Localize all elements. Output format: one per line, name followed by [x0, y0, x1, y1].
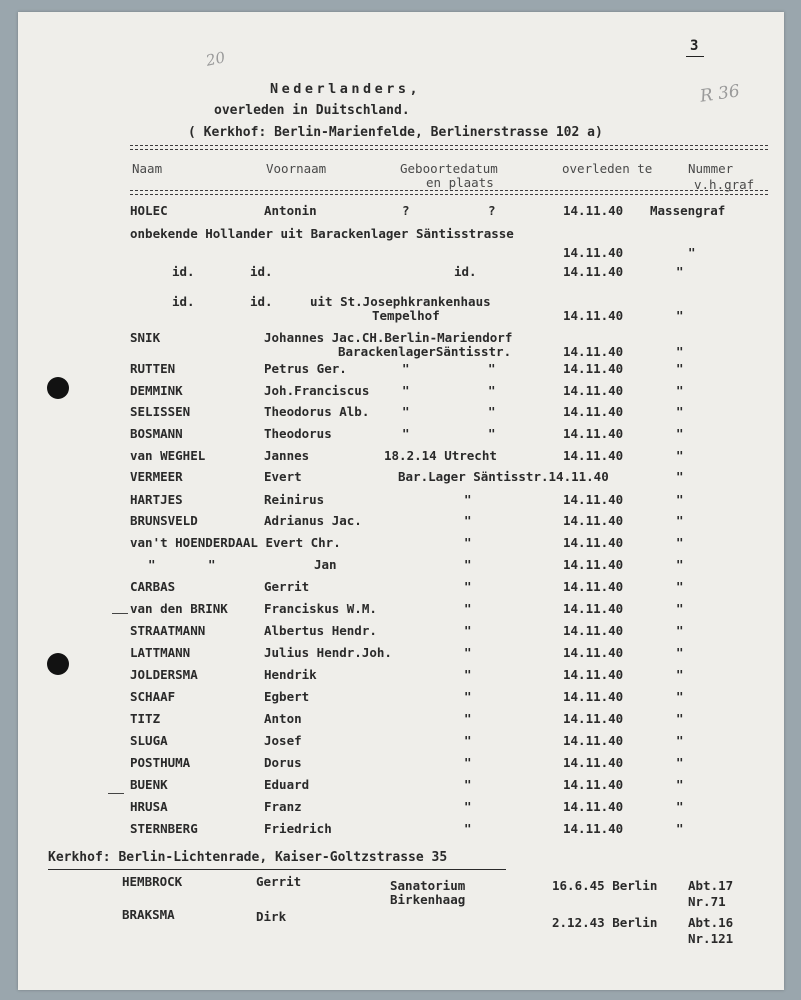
cell-ditto: " [208, 557, 216, 572]
cell-plaats: " [464, 711, 472, 726]
cell-graf: " [676, 344, 684, 359]
cell-graf: " [676, 799, 684, 814]
cell-naam: DEMMINK [130, 383, 183, 398]
cell-naam: van WEGHEL [130, 448, 206, 463]
cell-voornaam: Anton [264, 711, 302, 726]
cell-naam: id. [172, 264, 195, 279]
cell-graf: " [676, 821, 684, 836]
margin-tick [108, 793, 124, 794]
cell-naam: TITZ [130, 711, 161, 726]
cell-datum: 14.11.40 [563, 448, 624, 463]
cell-datum: 14.11.40 [563, 799, 624, 814]
cell-plaats: " [464, 492, 472, 507]
cell-voornaam: Albertus Hendr. [264, 623, 377, 638]
cell-graf: " [676, 535, 684, 550]
cell-naam: SNIK [130, 330, 161, 345]
cell-graf: " [676, 383, 684, 398]
cell-naam: van den BRINK [130, 601, 228, 616]
cell-voornaam: Egbert [264, 689, 310, 704]
cell-plaats: " [464, 777, 472, 792]
pencil-mark-top-left: 20 [204, 48, 227, 70]
cell-plaats: " [464, 557, 472, 572]
cell-naam: HEMBROCK [122, 874, 183, 889]
cell-datum: 14.11.40 [563, 203, 624, 218]
cell-naam: STRAATMANN [130, 623, 206, 638]
cell-naam: JOLDERSMA [130, 667, 198, 682]
cell-naam: VERMEER [130, 469, 183, 484]
cell-naam: STERNBERG [130, 821, 198, 836]
cell-voornaam: Julius Hendr.Joh. [264, 645, 392, 660]
cell-naam: POSTHUMA [130, 755, 191, 770]
double-rule [130, 194, 768, 195]
cell-graf: " [676, 361, 684, 376]
cell-voornaam: Joh.Franciscus [264, 383, 370, 398]
cell-plaats: " [464, 733, 472, 748]
cell-datum: 14.11.40 [563, 245, 624, 260]
cell-geboorte: ? [402, 203, 410, 218]
cell-naam: SLUGA [130, 733, 168, 748]
cell-plaats: BarackenlagerSäntisstr. [338, 344, 512, 359]
document-page [18, 12, 784, 990]
cell-datum: 14.11.40 [563, 667, 624, 682]
cell-plaats: " [464, 799, 472, 814]
cell-datum: 14.11.40 [563, 492, 624, 507]
cell-voornaam: id. [250, 264, 273, 279]
cell-graf: Abt.17 [688, 878, 734, 893]
cell-naam: BRUNSVELD [130, 513, 198, 528]
cell-datum: 14.11.40 [563, 711, 624, 726]
cell-plaats: Sanatorium [390, 878, 466, 893]
cell-graf: " [676, 645, 684, 660]
cell-naam: van't HOENDERDAAL Evert Chr. [130, 535, 341, 550]
cell-graf: " [676, 557, 684, 572]
cell-plaats: " [464, 821, 472, 836]
cell-graf: " [676, 513, 684, 528]
cell-voornaam: Josef [264, 733, 302, 748]
cell-plaats: id. [454, 264, 477, 279]
cell-graf: " [676, 308, 684, 323]
cell-datum: 14.11.40 [563, 557, 624, 572]
cell-datum: 14.11.40 [563, 513, 624, 528]
cell-datum: 14.11.40 [563, 733, 624, 748]
cell-naam: BUENK [130, 777, 168, 792]
cell-plaats: " [464, 513, 472, 528]
cemetery-heading-2: Kerkhof: Berlin-Lichtenrade, Kaiser-Goltzstrasse 35 [48, 850, 448, 865]
cell-plaats: " [464, 623, 472, 638]
cell-naam: HRUSA [130, 799, 168, 814]
cell-voornaam: Gerrit [264, 579, 310, 594]
cell-voornaam: Johannes Jac.CH.Berlin-Mariendorf [264, 330, 513, 345]
cell-plaats: Tempelhof [372, 308, 440, 323]
cell-datum: 2.12.43 Berlin [552, 915, 658, 930]
cell-graf: " [676, 579, 684, 594]
cell-datum: 14.11.40 [563, 623, 624, 638]
cell-naam: HARTJES [130, 492, 183, 507]
cell-graf: " [676, 777, 684, 792]
header-naam: Naam [132, 161, 163, 176]
cell-plaats: " [464, 689, 472, 704]
header-en-plaats: en plaats [426, 175, 494, 190]
cell-naam: id. [172, 294, 195, 309]
cell-plaats: " [464, 645, 472, 660]
cell-datum: 14.11.40 [563, 755, 624, 770]
cell-plaats: " [488, 361, 496, 376]
cell-plaats: " [464, 579, 472, 594]
cell-voornaam: Eduard [264, 777, 310, 792]
cell-geboorte: 18.2.14 Utrecht [384, 448, 497, 463]
cell-voornaam: Petrus Ger. [264, 361, 347, 376]
page-number: 3 [690, 38, 699, 54]
cell-graf: " [676, 404, 684, 419]
cell-naam: HOLEC [130, 203, 168, 218]
cell-graf: " [688, 245, 696, 260]
document-subtitle: overleden in Duitschland. [214, 103, 410, 118]
cell-plaats: " [488, 383, 496, 398]
header-nummer: Nummer [688, 161, 734, 176]
cell-plaats: " [488, 426, 496, 441]
pencil-mark-archive-ref: R 36 [698, 81, 742, 107]
cell-voornaam: Hendrik [264, 667, 317, 682]
cell-plaats: " [488, 404, 496, 419]
cell-graf: " [676, 448, 684, 463]
cell-voornaam: Antonin [264, 203, 317, 218]
header-graf: v.h.graf [694, 177, 755, 192]
header-voornaam: Voornaam [266, 161, 327, 176]
double-rule [130, 145, 768, 146]
cemetery-heading: ( Kerkhof: Berlin-Marienfelde, Berlinerstrasse 102 a) [188, 125, 603, 140]
cell-voornaam: Theodorus Alb. [264, 404, 370, 419]
cell-plaats: ? [488, 203, 496, 218]
cell-voornaam: Franciskus W.M. [264, 601, 377, 616]
cell-geboorte: " [402, 426, 410, 441]
cell-plaats: " [464, 535, 472, 550]
cell-datum: 16.6.45 Berlin [552, 878, 658, 893]
cell-voornaam: Theodorus [264, 426, 332, 441]
cell-plaats: uit St.Josephkrankenhaus [310, 294, 491, 309]
cell-voornaam: Reinirus [264, 492, 325, 507]
cell-graf: " [676, 689, 684, 704]
cell-voornaam: Friedrich [264, 821, 332, 836]
cell-voornaam: Adrianus Jac. [264, 513, 362, 528]
cell-graf: Nr.71 [688, 894, 726, 909]
cell-graf: " [676, 264, 684, 279]
cell-voornaam: Jan [314, 557, 337, 572]
punch-hole [47, 377, 69, 399]
cell-datum: 14.11.40 [563, 361, 624, 376]
cell-plaats: " [464, 667, 472, 682]
cell-voornaam: Gerrit [256, 874, 302, 889]
cell-graf: Abt.16 [688, 915, 734, 930]
cell-naam: LATTMANN [130, 645, 191, 660]
cell-datum: 14.11.40 [563, 426, 624, 441]
cell-datum: 14.11.40 [563, 601, 624, 616]
cell-plaats: " [464, 601, 472, 616]
cell-graf: Massengraf [650, 203, 726, 218]
cell-graf: " [676, 469, 684, 484]
cell-voornaam: Dirk [256, 909, 287, 924]
header-overleden-te: overleden te [562, 161, 653, 176]
cell-naam: BOSMANN [130, 426, 183, 441]
cell-naam: SCHAAF [130, 689, 176, 704]
cell-geboorte: Bar.Lager Säntisstr.14.11.40 [398, 469, 609, 484]
cell-voornaam: Dorus [264, 755, 302, 770]
cell-datum: 14.11.40 [563, 821, 624, 836]
cell-graf: " [676, 426, 684, 441]
cell-voornaam: Franz [264, 799, 302, 814]
cell-graf: " [676, 755, 684, 770]
cell-graf: " [676, 733, 684, 748]
cell-datum: 14.11.40 [563, 689, 624, 704]
document-title: Nederlanders, [270, 81, 422, 97]
margin-tick [112, 613, 128, 614]
cell-graf: " [676, 711, 684, 726]
cell-naam: " [148, 557, 156, 572]
cell-geboorte: " [402, 404, 410, 419]
cell-datum: 14.11.40 [563, 264, 624, 279]
cell-voornaam: Jannes [264, 448, 310, 463]
cell-graf: Nr.121 [688, 931, 734, 946]
heading-underline [48, 869, 506, 870]
cell-voornaam: id. [250, 294, 273, 309]
cell-naam: SELISSEN [130, 404, 191, 419]
cell-graf: " [676, 667, 684, 682]
cell-plaats: Birkenhaag [390, 892, 466, 907]
cell-datum: 14.11.40 [563, 404, 624, 419]
cell-graf: " [676, 492, 684, 507]
cell-graf: " [676, 601, 684, 616]
cell-note: onbekende Hollander uit Barackenlager Säntisstrasse [130, 226, 514, 241]
cell-plaats: " [464, 755, 472, 770]
double-rule [130, 149, 768, 150]
cell-datum: 14.11.40 [563, 645, 624, 660]
cell-naam: BRAKSMA [122, 907, 175, 922]
cell-geboorte: " [402, 383, 410, 398]
punch-hole [47, 653, 69, 675]
cell-voornaam: Evert [264, 469, 302, 484]
cell-naam: RUTTEN [130, 361, 176, 376]
cell-graf: " [676, 623, 684, 638]
double-rule [130, 190, 768, 191]
header-geboortedatum: Geboortedatum [400, 161, 498, 176]
cell-geboorte: " [402, 361, 410, 376]
cell-naam: CARBAS [130, 579, 176, 594]
cell-datum: 14.11.40 [563, 579, 624, 594]
cell-datum: 14.11.40 [563, 308, 624, 323]
cell-datum: 14.11.40 [563, 777, 624, 792]
cell-datum: 14.11.40 [563, 535, 624, 550]
cell-datum: 14.11.40 [563, 383, 624, 398]
cell-datum: 14.11.40 [563, 344, 624, 359]
